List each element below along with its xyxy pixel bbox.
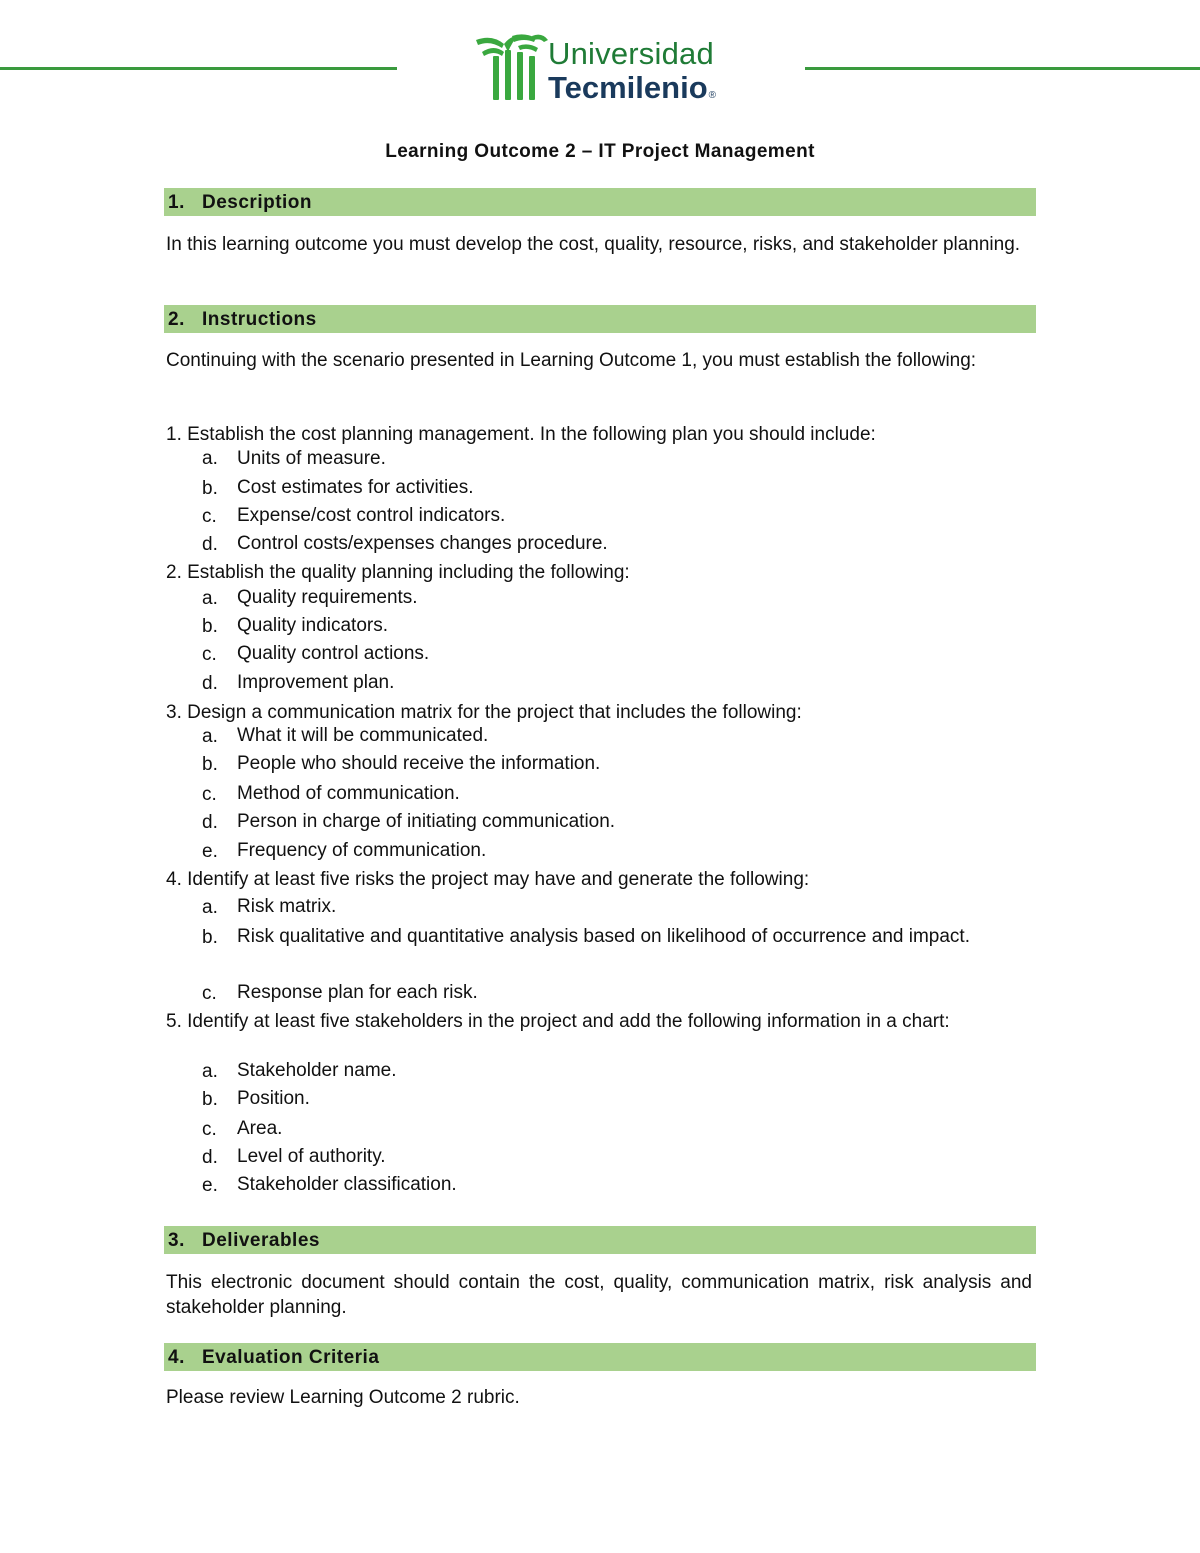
sub-item-letter: a. — [202, 588, 218, 609]
sub-item-letter: e. — [202, 1175, 218, 1196]
logo-text-universidad: Universidad — [548, 36, 714, 71]
sub-item-letter: b. — [202, 1089, 218, 1110]
sub-item-text: Stakeholder name. — [237, 1060, 397, 1081]
sub-item-text: People who should receive the information. — [237, 753, 601, 774]
sub-item-text: Cost estimates for activities. — [237, 477, 474, 498]
sub-item-letter: e. — [202, 841, 218, 862]
sub-item-text: Quality control actions. — [237, 643, 430, 664]
sub-item-letter: a. — [202, 1061, 218, 1082]
sub-item-letter: c. — [202, 506, 217, 527]
sub-item-letter: a. — [202, 448, 218, 469]
sub-item-letter: d. — [202, 534, 218, 555]
sub-item-text: Stakeholder classification. — [237, 1174, 457, 1195]
section-number: 2. — [168, 309, 185, 330]
logo-text-tecmilenio-name: Tecmilenio — [548, 70, 708, 105]
header-rule-left — [0, 67, 397, 70]
sub-item-text: Person in charge of initiating communication. — [237, 811, 616, 832]
sub-item-text: Quality indicators. — [237, 615, 389, 636]
description-text: In this learning outcome you must develop the cost, quality, resource, risks, and stakeholder planning. — [166, 234, 1021, 255]
sub-item-letter: c. — [202, 1119, 217, 1140]
instructions-intro: Continuing with the scenario presented in Learning Outcome 1, you must establish the following: — [166, 350, 977, 371]
section-header-deliverables — [164, 1226, 1036, 1254]
sub-item-text: Quality requirements. — [237, 587, 418, 608]
sub-item-text: What it will be communicated. — [237, 725, 489, 746]
registered-mark: ® — [708, 90, 717, 101]
sub-item-text: Level of authority. — [237, 1146, 386, 1167]
instruction-item-3: 3. Design a communication matrix for the project that includes the following: — [166, 702, 802, 723]
sub-item-letter: d. — [202, 812, 218, 833]
sub-item-letter: b. — [202, 754, 218, 775]
sub-item-text: Frequency of communication. — [237, 840, 487, 861]
section-title: Evaluation Criteria — [202, 1347, 380, 1368]
sub-item-letter: c. — [202, 983, 217, 1004]
sub-item-letter: a. — [202, 897, 218, 918]
sub-item-letter: d. — [202, 673, 218, 694]
section-number: 4. — [168, 1347, 185, 1368]
sub-item-letter: a. — [202, 726, 218, 747]
evaluation-text: Please review Learning Outcome 2 rubric. — [166, 1387, 520, 1408]
deliverables-text: This electronic document should contain the cost, quality, communication matrix, risk analysis and stakeholder planning. — [166, 1272, 1032, 1318]
section-header-description — [164, 188, 1036, 216]
sub-item-text: Control costs/expenses changes procedure. — [237, 533, 608, 554]
sub-item-text: Response plan for each risk. — [237, 982, 478, 1003]
section-header-instructions — [164, 305, 1036, 333]
section-title: Deliverables — [202, 1230, 320, 1251]
instruction-item-4: 4. Identify at least five risks the project may have and generate the following: — [166, 869, 810, 890]
section-number: 3. — [168, 1230, 185, 1251]
section-title: Description — [202, 192, 313, 213]
sub-item-letter: b. — [202, 478, 218, 499]
sub-item-letter: c. — [202, 644, 217, 665]
sub-item-text: Units of measure. — [237, 448, 386, 469]
instruction-item-5: 5. Identify at least five stakeholders in the project and add the following information in a chart: — [166, 1011, 950, 1032]
logo-text-tecmilenio — [548, 70, 716, 106]
sub-item-letter: d. — [202, 1147, 218, 1168]
sub-item-letter: b. — [202, 616, 218, 637]
section-number: 1. — [168, 192, 185, 213]
page-title: Learning Outcome 2 – IT Project Management — [385, 141, 815, 162]
sub-item-text: Improvement plan. — [237, 672, 395, 693]
sub-item-text: Area. — [237, 1118, 283, 1139]
sub-item-text: Risk qualitative and quantitative analysis based on likelihood of occurrence and impact. — [237, 926, 970, 947]
sub-item-text: Position. — [237, 1088, 310, 1109]
section-title: Instructions — [202, 309, 317, 330]
sub-item-letter: c. — [202, 784, 217, 805]
sub-item-text: Risk matrix. — [237, 896, 337, 917]
header-rule-right — [805, 67, 1200, 70]
sub-item-letter: b. — [202, 927, 218, 948]
instruction-item-2: 2. Establish the quality planning including the following: — [166, 562, 630, 583]
instruction-item-1: 1. Establish the cost planning management. In the following plan you should include: — [166, 424, 876, 445]
sub-item-text: Expense/cost control indicators. — [237, 505, 506, 526]
sub-item-text: Method of communication. — [237, 783, 460, 804]
section-header-evaluation — [164, 1343, 1036, 1371]
